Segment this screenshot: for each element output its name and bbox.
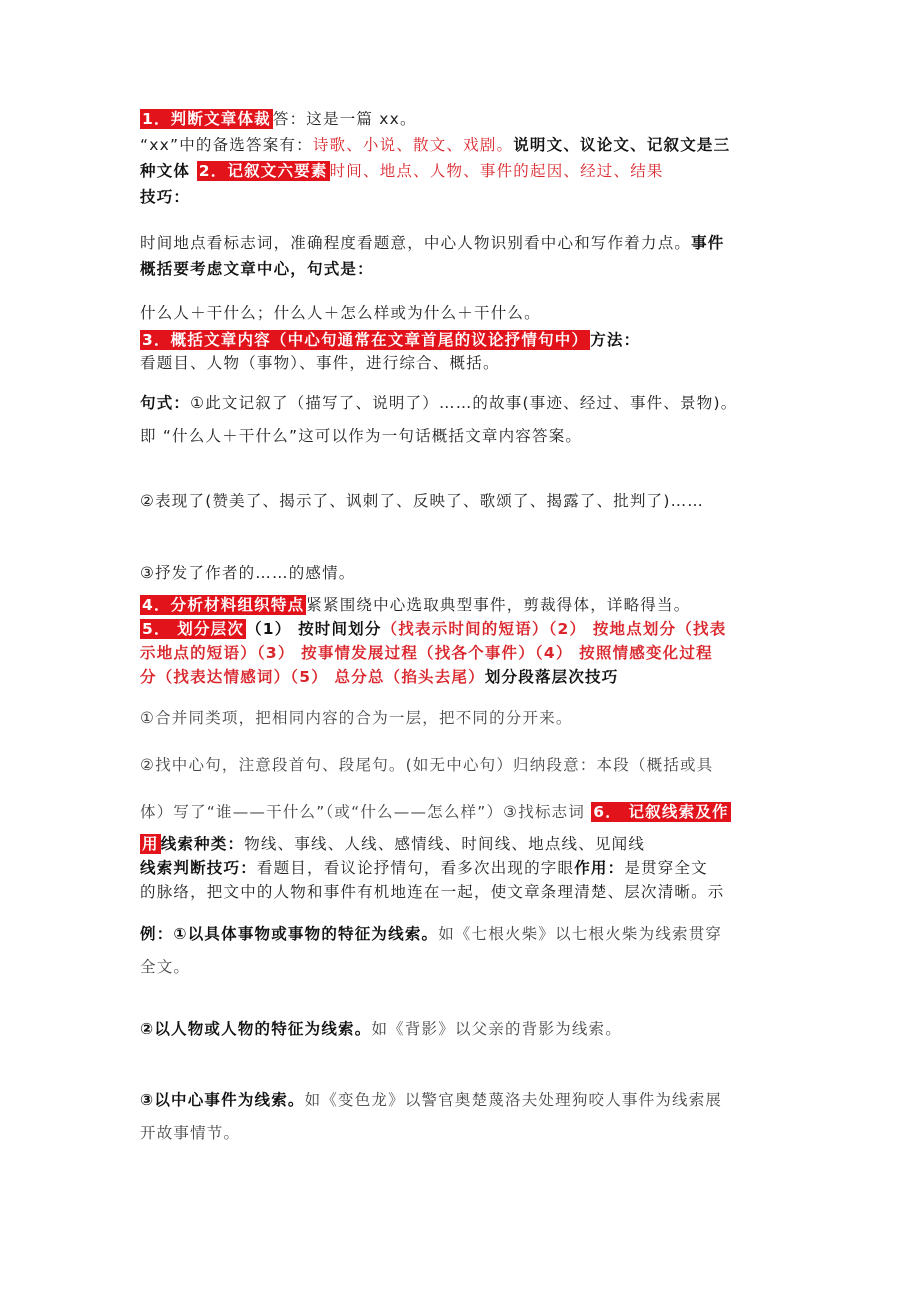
s6-role-b: 的脉络，把文中的人物和事件有机地连在一起，使文章条理清楚、层次清晰。示 [140, 883, 725, 901]
heading-1: 1．判断文章体裁 [142, 110, 271, 128]
line-15 [140, 618, 785, 640]
s6-ex-2-label: ②以人物或人物的特征为线索。 [140, 1020, 372, 1038]
s6-types: 物线、事线、人线、感情线、时间线、地点线、见闻线 [244, 835, 646, 853]
s1-options-intro: “xx”中的备选答案有： [140, 136, 313, 154]
heading-6-b: 用 [142, 835, 159, 853]
s2-tips-text: 时间地点看标志词，准确程度看题意，中心人物识别看中心和写作着力点。 [140, 234, 692, 252]
line-11 [140, 425, 785, 447]
s1-three-types-b: 种文体 [140, 162, 197, 180]
line-13 [140, 562, 785, 584]
s2-event-a: 事件 [691, 234, 725, 252]
line-24 [140, 923, 785, 945]
s2-elements: 时间、地点、人物、事件的起因、经过、结果 [329, 162, 664, 180]
s1-three-types: 说明文、议论文、记叙文是三 [513, 136, 731, 154]
line-7 [140, 302, 785, 324]
line-16 [140, 642, 785, 664]
s6-role-label: 作用： [574, 859, 625, 877]
line-10 [140, 392, 785, 414]
s5-skill: 划分段落层次技巧 [484, 668, 619, 686]
line-18 [140, 707, 785, 729]
s6-ex-1-b: 全文。 [140, 958, 191, 976]
s3-pattern-1: ①此文记叙了（描写了、说明了）……的故事(事迹、经过、事件、景物)。 [190, 394, 738, 412]
line-22 [140, 857, 785, 879]
line-21 [140, 833, 785, 855]
s3-method: 看题目、人物（事物）、事件，进行综合、概括。 [140, 354, 500, 372]
s5-m1-num: （1） [246, 620, 299, 638]
s5-m1: 按时间划分 [298, 620, 382, 638]
heading-5: 5． 划分层次 [142, 620, 245, 638]
line-23 [140, 881, 785, 903]
s6-types-label: 线索种类： [160, 835, 245, 853]
line-8 [140, 329, 785, 351]
line-19 [140, 754, 785, 776]
s5-skill-1: ①合并同类项，把相同内容的合为一层，把不同的分开来。 [140, 709, 573, 727]
line-1 [140, 108, 785, 130]
s2-tips-label: 技巧： [140, 188, 191, 206]
line-2 [140, 134, 785, 156]
s3-pattern-label: 句式： [140, 394, 191, 412]
line-20 [140, 801, 785, 823]
s5-m4-b: 分（找表达情感词）（5） 总分总（掐头去尾） [140, 668, 485, 686]
line-17 [140, 666, 785, 688]
heading-3: 3．概括文章内容（中心句通常在文章首尾的议论抒情句中） [142, 331, 589, 349]
s3-method-label: 方法： [590, 331, 641, 349]
s5-m2-b: 示地点的短语）（3） 按事情发展过程（找各个事件）（4） 按照情感变化过程 [140, 644, 713, 662]
line-12 [140, 490, 785, 512]
line-27 [140, 1089, 785, 1111]
line-28 [140, 1122, 785, 1144]
line-3 [140, 160, 785, 182]
s6-ex-1-label: 例：①以具体事物或事物的特征为线索。 [140, 925, 439, 943]
line-14 [140, 594, 785, 616]
s6-role-a: 是贯穿全文 [624, 859, 708, 877]
s3-pattern-1-b: 即 “什么人＋干什么”这可以作为一句话概括文章内容答案。 [140, 427, 583, 445]
s6-ex-2: 如《背影》以父亲的背影为线索。 [371, 1020, 622, 1038]
s5-m1-tip: （找表示时间的短语）（2） [381, 620, 593, 638]
s6-ex-3-label: ③以中心事件为线索。 [140, 1091, 305, 1109]
line-25 [140, 956, 785, 978]
s3-pattern-3: ③抒发了作者的……的感情。 [140, 564, 356, 582]
s6-judge-label: 线索判断技巧： [140, 859, 257, 877]
heading-4: 4．分析材料组织特点 [142, 596, 305, 614]
s3-pattern-2: ②表现了(赞美了、揭示了、讽刺了、反映了、歌颂了、揭露了、批判了)…… [140, 492, 704, 510]
s2-pattern: 什么人＋干什么；什么人＋怎么样或为什么＋干什么。 [140, 304, 541, 322]
s6-ex-1: 如《七根火柴》以七根火柴为线索贯穿 [438, 925, 723, 943]
line-4 [140, 186, 785, 208]
s6-ex-3: 如《变色龙》以警官奥楚蔑洛夫处理狗咬人事件为线索展 [304, 1091, 723, 1109]
s6-ex-3-b: 开故事情节。 [140, 1124, 241, 1142]
s5-m2: 按地点划分（找表 [592, 620, 727, 638]
s4-text: 紧紧围绕中心选取典型事件，剪裁得体，详略得当。 [306, 596, 691, 614]
line-5 [140, 232, 785, 254]
s1-answer: 答：这是一篇 xx。 [272, 110, 417, 128]
s5-skill-2b: 体）写了“谁——干什么”（或“什么——怎么样”）③找标志词 [140, 803, 592, 821]
s6-judge: 看题目，看议论抒情句，看多次出现的字眼 [256, 859, 575, 877]
line-26 [140, 1018, 785, 1040]
s2-event-b: 概括要考虑文章中心，句式是： [140, 260, 374, 278]
heading-6: 6． 记叙线索及作 [593, 803, 729, 821]
s1-options: 诗歌、小说、散文、戏剧。 [312, 136, 514, 154]
line-9 [140, 352, 785, 374]
line-6 [140, 258, 785, 280]
heading-2: 2．记叙文六要素 [198, 162, 328, 180]
s5-skill-2a: ②找中心句，注意段首句、段尾句。(如无中心句）归纳段意：本段（概括或具 [140, 756, 714, 774]
